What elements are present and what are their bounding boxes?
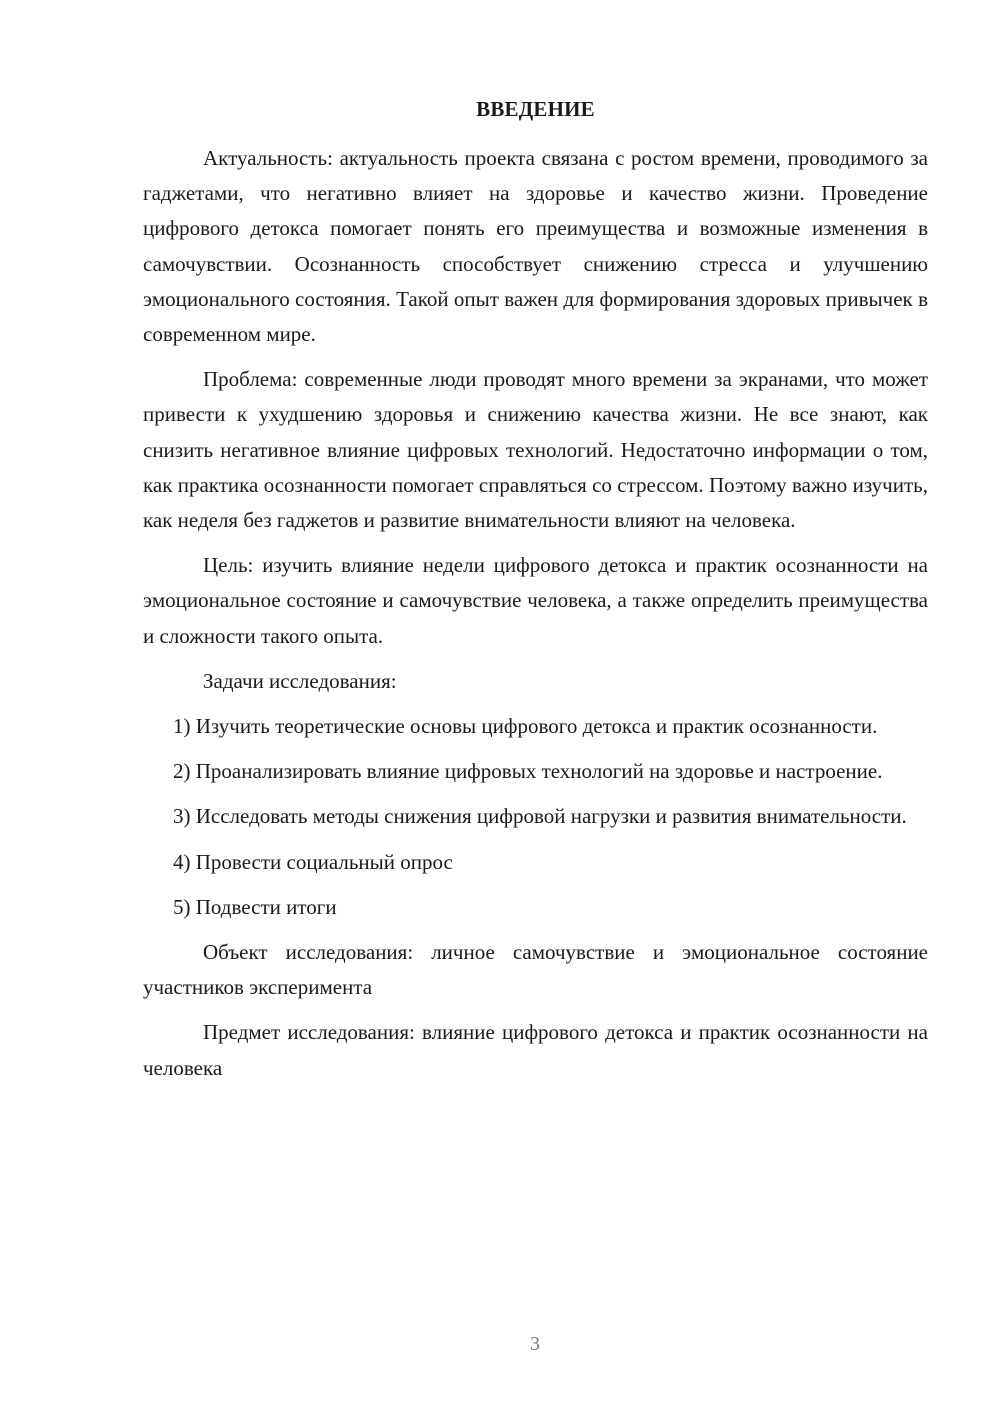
document-page — [143, 92, 928, 1086]
task-item-2: 2) Проанализировать влияние цифровых технологий на здоровье и настроение. — [173, 759, 883, 784]
page-number: 3 — [530, 1333, 540, 1355]
task-item-1: 1) Изучить теоретические основы цифрового детокса и практик осознанности. — [173, 714, 878, 739]
subject-paragraph: Предмет исследования: влияние цифрового детокса и практик осознанности на человека — [143, 1020, 928, 1080]
object-paragraph: Объект исследования: личное самочувствие и эмоциональное состояние участников эксперимента — [143, 940, 928, 1000]
task-item-4: 4) Провести социальный опрос — [173, 849, 453, 874]
problem-paragraph: Проблема: современные люди проводят много времени за экранами, что может привести к ухудшению здоровья и снижению качества жизни. Не все знают, как снизить негативное влияние цифровых технологий. Недостаточно информации о том, как практика осознанности помогает справляться со стрессом. Поэтому важно изучить, как неделя без гаджетов и развитие внимательности влияют на человека. — [143, 367, 928, 533]
task-item-3: 3) Исследовать методы снижения цифровой нагрузки и развития внимательности. — [173, 804, 907, 829]
goal-paragraph: Цель: изучить влияние недели цифрового детокса и практик осознанности на эмоциональное состояние и самочувствие человека, а также определить преимущества и сложности такого опыта. — [143, 553, 928, 648]
page-title: ВВЕДЕНИЕ — [476, 97, 595, 121]
task-item-5: 5) Подвести итоги — [173, 894, 337, 919]
tasks-heading: Задачи исследования: — [203, 668, 397, 693]
relevance-paragraph: Актуальность: актуальность проекта связана с ростом времени, проводимого за гаджетами, что негативно влияет на здоровье и качество жизни. Проведение цифрового детокса помогает понять его преимущества и возможные изменения в самочувствии. Осознанность способствует снижению стресса и улучшению эмоционального состояния. Такой опыт важен для формирования здоровых привычек в современном мире. — [143, 146, 928, 347]
